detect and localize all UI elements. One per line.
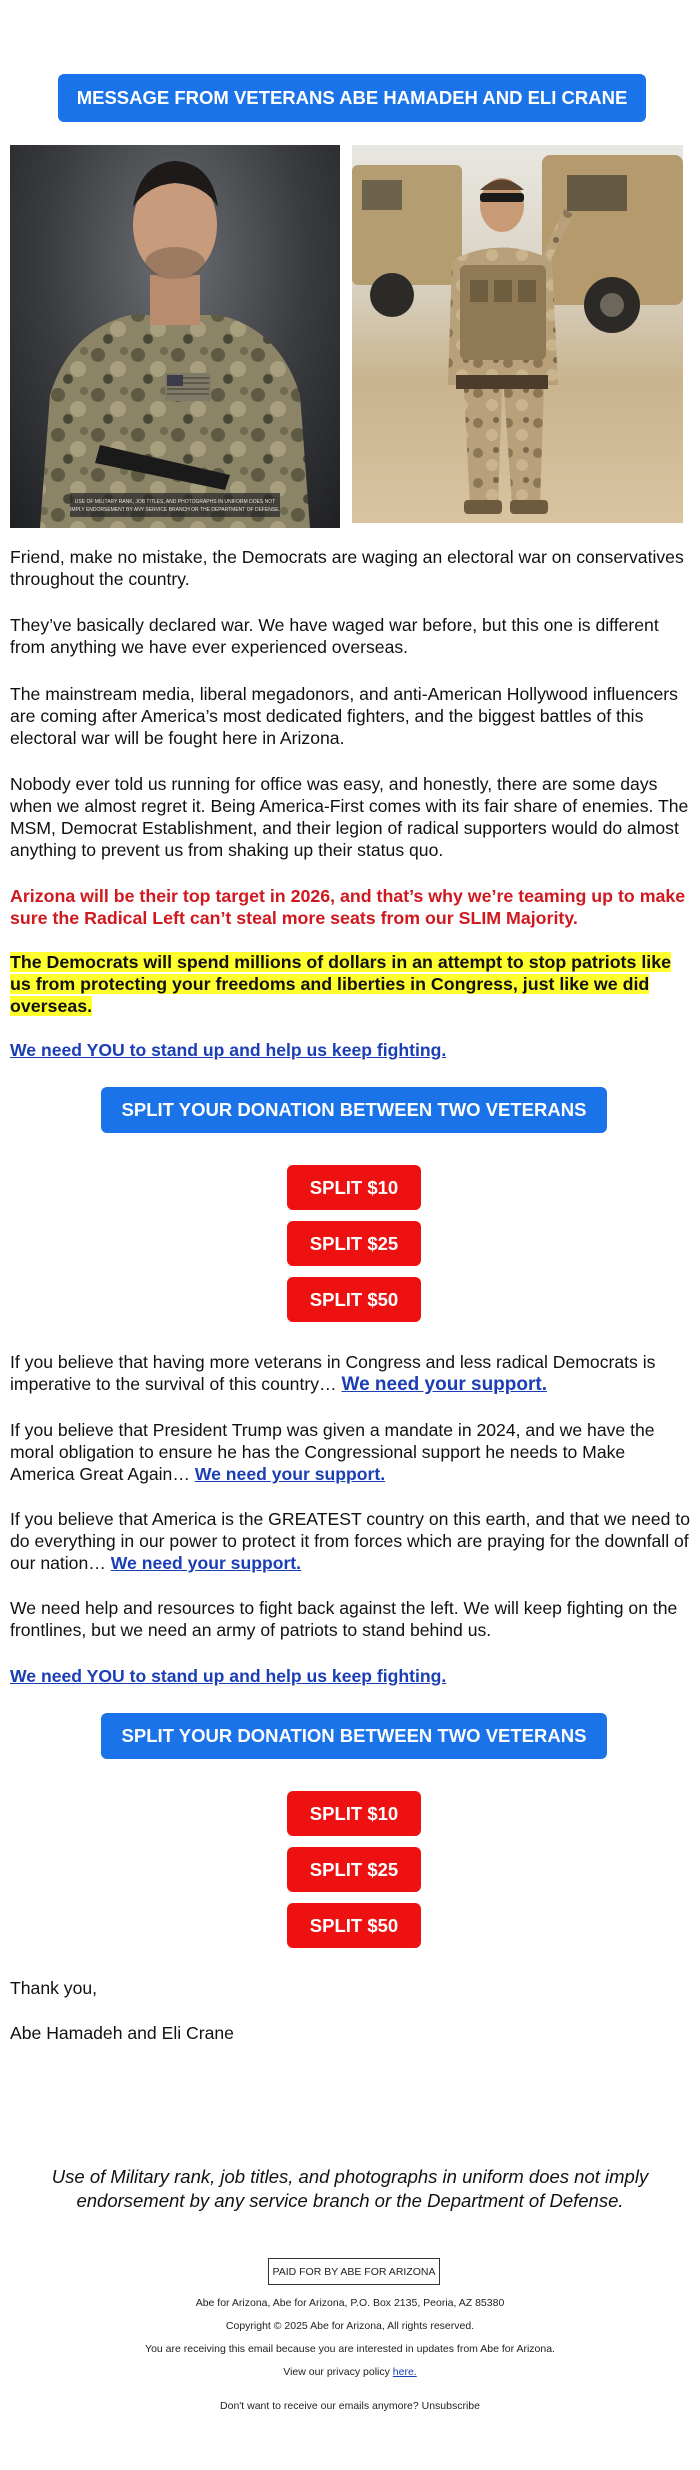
footer-privacy [0, 2366, 700, 2378]
highlight-text: The Democrats will spend millions of dollars in an attempt to stop patriots like us from protecting your freedoms and liberties in Congress, just like we did overseas. [10, 952, 671, 1016]
paid-for-box: PAID FOR BY ABE FOR ARIZONA [268, 2258, 440, 2285]
split-donation-button-2[interactable]: SPLIT YOUR DONATION BETWEEN TWO VETERANS [101, 1713, 607, 1759]
split-10-button-1[interactable]: SPLIT $10 [287, 1165, 421, 1210]
cta-link-2-wrap [10, 1665, 692, 1687]
footer-copyright: Copyright © 2025 Abe for Arizona, All rights reserved. [225, 2320, 475, 2332]
body-paragraph-8 [10, 1419, 692, 1485]
body-paragraph-9 [10, 1508, 692, 1574]
thanks-line: Thank you, [10, 1978, 98, 1998]
cta-link-2[interactable]: We need YOU to stand up and help us keep fighting. [10, 1666, 447, 1686]
body-paragraph-2: They’ve basically declared war. We have waged war before, but this one is different from anything we have ever experienced overseas. [10, 615, 659, 657]
split-25-button-2[interactable]: SPLIT $25 [287, 1847, 421, 1892]
footer-reason: You are receiving this email because you are interested in updates from Abe for Arizona. [145, 2343, 555, 2355]
cta-link-1-wrap [10, 1039, 692, 1061]
split-50-button-2[interactable]: SPLIT $50 [287, 1903, 421, 1948]
photo-eli-crane [352, 145, 683, 523]
body-paragraph-red: Arizona will be their top target in 2026, and that’s why we’re teaming up to make sure the Radical Left can’t steal more seats from our SLIM Majority. [10, 886, 686, 928]
privacy-text: View our privacy policy [283, 2366, 390, 2378]
body-paragraph-4: Nobody ever told us running for office was easy, and honestly, there are some days when we almost regret it. Being America-First comes with its fair share of enemies. The MSM, Democrat Establishment, and their legion of radical supporters would do almost anything to prevent us from shaking up their status quo. [10, 774, 689, 860]
header-banner-button[interactable]: MESSAGE FROM VETERANS ABE HAMADEH AND ELI CRANE [58, 74, 646, 122]
body-paragraph-10: We need help and resources to fight back against the left. We will keep fighting on the frontlines, but we need an army of patriots to stand behind us. [10, 1598, 678, 1640]
footer-unsubscribe[interactable]: Don't want to receive our emails anymore? Unsubscribe [220, 2400, 480, 2412]
cta-link-1[interactable]: We need YOU to stand up and help us keep fighting. [10, 1040, 447, 1060]
split-50-button-1[interactable]: SPLIT $50 [287, 1277, 421, 1322]
p7-text: If you believe that having more veterans in Congress and less radical Democrats is imperative to the survival of this country… [10, 1352, 656, 1394]
signature: Abe Hamadeh and Eli Crane [10, 2023, 234, 2043]
p8-text: If you believe that President Trump was given a mandate in 2024, and we have the moral obligation to ensure he has the Congressional support he needs to Make America Great Again… [10, 1420, 655, 1484]
body-paragraph-3: The mainstream media, liberal megadonors, and anti-American Hollywood influencers are coming after America’s most dedicated fighters, and the biggest battles of this electoral war will be fought here in Arizona. [10, 684, 678, 748]
support-link-3[interactable]: We need your support. [110, 1553, 302, 1573]
photo-abe-hamadeh [10, 145, 340, 528]
body-paragraph-7 [10, 1351, 692, 1396]
split-25-button-1[interactable]: SPLIT $25 [287, 1221, 421, 1266]
photo-caption-line-2: IMPLY ENDORSEMENT BY ANY SERVICE BRANCH OR THE DEPARTMENT OF DEFENSE. [70, 507, 280, 513]
p9-text: If you believe that America is the GREATEST country on this earth, and that we need to do everything in our power to protect it from forces which are praying for the downfall of our nation… [10, 1509, 691, 1573]
split-donation-button-1[interactable]: SPLIT YOUR DONATION BETWEEN TWO VETERANS [101, 1087, 607, 1133]
split-10-button-2[interactable]: SPLIT $10 [287, 1791, 421, 1836]
support-link-2[interactable]: We need your support. [194, 1464, 386, 1484]
military-disclaimer: Use of Military rank, job titles, and photographs in uniform does not imply endorsement by any service branch or the Department of Defense. [51, 2166, 649, 2211]
photo-caption-line-1: USE OF MILITARY RANK, JOB TITLES, AND PHOTOGRAPHS IN UNIFORM DOES NOT [74, 499, 276, 505]
body-paragraph-highlight [10, 951, 692, 1017]
footer-address: Abe for Arizona, Abe for Arizona, P.O. Box 2135, Peoria, AZ 85380 [195, 2297, 505, 2309]
privacy-link[interactable]: here. [392, 2366, 417, 2378]
body-paragraph-1: Friend, make no mistake, the Democrats are waging an electoral war on conservatives throughout the country. [10, 547, 684, 589]
support-link-1[interactable]: We need your support. [341, 1374, 547, 1395]
